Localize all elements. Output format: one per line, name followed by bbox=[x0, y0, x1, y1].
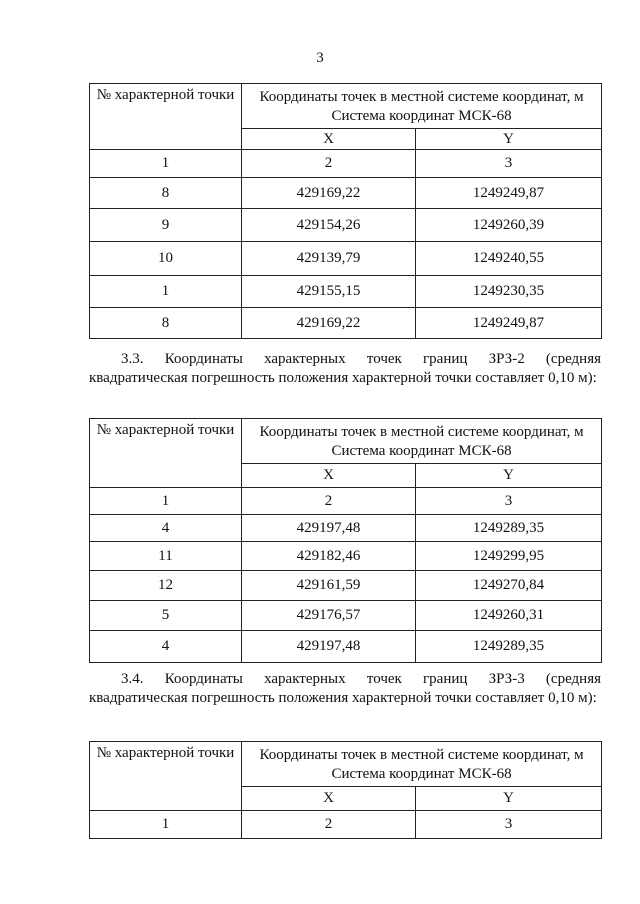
table-header-row bbox=[90, 419, 602, 464]
table-row bbox=[90, 178, 602, 209]
coordinates-header-line2: Система координат МСК-68 bbox=[331, 765, 512, 782]
paragraph-line1: 3.4. Координаты характерных точек границ ЗРЗ-3 (средняя bbox=[121, 671, 601, 687]
x-cell: 429155,15 bbox=[242, 276, 416, 308]
y-cell: 1249260,31 bbox=[416, 601, 602, 631]
x-cell: 429154,26 bbox=[242, 209, 416, 242]
x-cell: 429169,22 bbox=[242, 308, 416, 339]
point-cell: 9 bbox=[90, 209, 242, 242]
table-row bbox=[90, 308, 602, 339]
point-cell: 10 bbox=[90, 242, 242, 276]
x-header: X bbox=[242, 787, 416, 811]
x-cell: 429197,48 bbox=[242, 631, 416, 663]
x-header: X bbox=[242, 129, 416, 150]
table-row bbox=[90, 242, 602, 276]
point-number-header: № характерной точки bbox=[90, 419, 242, 488]
index-cell: 2 bbox=[242, 811, 416, 839]
column-index-row bbox=[90, 488, 602, 515]
index-cell: 2 bbox=[242, 150, 416, 178]
x-cell: 429169,22 bbox=[242, 178, 416, 209]
paragraph-line1: 3.3. Координаты характерных точек границ ЗРЗ-2 (средняя bbox=[121, 351, 601, 367]
page-number: 3 bbox=[316, 50, 324, 66]
index-cell: 3 bbox=[416, 488, 602, 515]
index-cell: 1 bbox=[90, 811, 242, 839]
point-cell: 12 bbox=[90, 571, 242, 601]
table-row bbox=[90, 571, 602, 601]
table-header-row bbox=[90, 742, 602, 787]
y-cell: 1249249,87 bbox=[416, 308, 602, 339]
y-cell: 1249289,35 bbox=[416, 515, 602, 542]
x-cell: 429161,59 bbox=[242, 571, 416, 601]
index-cell: 3 bbox=[416, 150, 602, 178]
table-row bbox=[90, 209, 602, 242]
point-cell: 8 bbox=[90, 308, 242, 339]
y-header: Y bbox=[416, 787, 602, 811]
point-cell: 8 bbox=[90, 178, 242, 209]
x-cell: 429182,46 bbox=[242, 542, 416, 571]
y-cell: 1249230,35 bbox=[416, 276, 602, 308]
y-cell: 1249289,35 bbox=[416, 631, 602, 663]
section-3-4-paragraph bbox=[89, 670, 601, 708]
point-number-header: № характерной точки bbox=[90, 742, 242, 811]
coordinates-header-line1: Координаты точек в местной системе координат, м bbox=[259, 746, 584, 763]
index-cell: 3 bbox=[416, 811, 602, 839]
coordinates-table-3 bbox=[89, 741, 602, 839]
table-row bbox=[90, 542, 602, 571]
point-cell: 5 bbox=[90, 601, 242, 631]
y-cell: 1249270,84 bbox=[416, 571, 602, 601]
index-cell: 1 bbox=[90, 488, 242, 515]
coordinates-header-line1: Координаты точек в местной системе координат, м bbox=[259, 423, 584, 440]
y-cell: 1249249,87 bbox=[416, 178, 602, 209]
coordinates-table-2 bbox=[89, 418, 602, 663]
y-cell: 1249240,55 bbox=[416, 242, 602, 276]
table-row bbox=[90, 276, 602, 308]
coordinates-header-line2: Система координат МСК-68 bbox=[331, 107, 512, 124]
x-cell: 429197,48 bbox=[242, 515, 416, 542]
column-index-row bbox=[90, 811, 602, 839]
x-header: X bbox=[242, 464, 416, 488]
y-header: Y bbox=[416, 129, 602, 150]
y-cell: 1249260,39 bbox=[416, 209, 602, 242]
table-row bbox=[90, 631, 602, 663]
point-cell: 4 bbox=[90, 515, 242, 542]
point-number-header: № характерной точки bbox=[90, 84, 242, 150]
point-cell: 11 bbox=[90, 542, 242, 571]
coordinates-header-line2: Система координат МСК-68 bbox=[331, 442, 512, 459]
coordinates-header-line1: Координаты точек в местной системе координат, м bbox=[259, 88, 584, 105]
x-cell: 429139,79 bbox=[242, 242, 416, 276]
table-row bbox=[90, 515, 602, 542]
index-cell: 1 bbox=[90, 150, 242, 178]
paragraph-rest: квадратическая погрешность положения характерной точки составляет 0,10 м): bbox=[89, 690, 597, 706]
coordinates-header bbox=[242, 84, 602, 129]
table-row bbox=[90, 601, 602, 631]
column-index-row bbox=[90, 150, 602, 178]
point-cell: 4 bbox=[90, 631, 242, 663]
x-cell: 429176,57 bbox=[242, 601, 416, 631]
coordinates-table-1 bbox=[89, 83, 602, 339]
coordinates-header bbox=[242, 419, 602, 464]
y-cell: 1249299,95 bbox=[416, 542, 602, 571]
table-header-row bbox=[90, 84, 602, 129]
point-cell: 1 bbox=[90, 276, 242, 308]
paragraph-rest: квадратическая погрешность положения характерной точки составляет 0,10 м): bbox=[89, 370, 597, 386]
section-3-3-paragraph bbox=[89, 350, 601, 388]
y-header: Y bbox=[416, 464, 602, 488]
index-cell: 2 bbox=[242, 488, 416, 515]
coordinates-header bbox=[242, 742, 602, 787]
